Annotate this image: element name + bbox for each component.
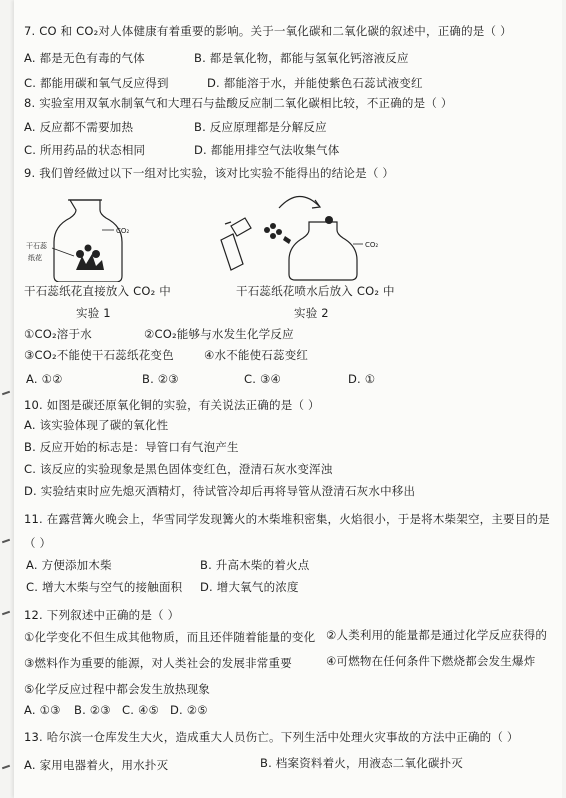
q7-option-d: D. 都能溶于水，并能使紫色石蕊试液变红 bbox=[207, 76, 423, 90]
q10-option-d: D. 实验结束时应先熄灭酒精灯，待试管冷却后再将导管从澄清石灰水中移出 bbox=[24, 484, 416, 498]
q9-option-d: D. ① bbox=[348, 372, 376, 386]
q8-option-a: A. 反应都不需要加热 bbox=[24, 120, 134, 134]
q11-option-d: D. 增大氧气的浓度 bbox=[200, 580, 299, 594]
q9-caption-1: 干石蕊纸花直接放入 CO₂ 中 bbox=[24, 284, 172, 298]
q8-option-b: B. 反应原理都是分解反应 bbox=[194, 120, 327, 134]
margin-mark bbox=[2, 539, 10, 544]
q7-option-a: A. 都是无色有毒的气体 bbox=[24, 51, 145, 65]
fig1-gas-label: CO₂ bbox=[116, 227, 130, 235]
fig2-gas-label: CO₂ bbox=[365, 241, 379, 249]
q9-option-b: B. ②③ bbox=[142, 372, 179, 386]
q9-statement-3: ③CO₂不能使干石蕊纸花变色 bbox=[24, 348, 174, 362]
q9-statement-1: ①CO₂溶于水 bbox=[24, 327, 92, 341]
q11-paren: （ ） bbox=[24, 536, 52, 550]
q12-stem: 12. 下列叙述中正确的是（ ） bbox=[24, 608, 180, 622]
q8-option-d: D. 都能用排空气法收集气体 bbox=[194, 143, 340, 157]
q13-option-b: B. 档案资料着火，用液态二氧化碳扑灭 bbox=[260, 756, 463, 770]
q12-option-c: C. ④⑤ bbox=[122, 703, 159, 717]
q10-stem: 10. 如图是碳还原氧化铜的实验，有关说法正确的是（ ） bbox=[24, 398, 320, 412]
margin-mark bbox=[2, 391, 10, 396]
q10-option-b: B. 反应开始的标志是：导管口有气泡产生 bbox=[24, 440, 239, 454]
q12-statement-4: ④可燃物在任何条件下燃烧都会发生爆炸 bbox=[326, 654, 536, 668]
q12-statement-3: ③燃料作为重要的能源，对人类社会的发展非常重要 bbox=[24, 656, 292, 670]
q7-option-b: B. 都是氧化物，都能与氢氧化钙溶液反应 bbox=[194, 51, 409, 65]
fig1-flower-label: 干石蕊 bbox=[26, 242, 47, 250]
q11-option-b: B. 升高木柴的着火点 bbox=[200, 558, 310, 572]
q13-stem: 13. 哈尔滨一仓库发生大火，造成重大人员伤亡。下列生活中处理火灾事故的方法中正确的（ ） bbox=[24, 730, 519, 744]
q9-statement-2: ②CO₂能够与水发生化学反应 bbox=[144, 327, 294, 341]
q9-stem: 9. 我们曾经做过以下一组对比实验，该对比实验不能得出的结论是（ ） bbox=[24, 166, 395, 180]
q8-option-c: C. 所用药品的状态相同 bbox=[24, 143, 146, 157]
experiment1-figure bbox=[22, 196, 172, 282]
q9-experiment-2: 实验 2 bbox=[294, 306, 329, 320]
experiment2-figure bbox=[219, 186, 389, 282]
exam-page bbox=[14, 0, 562, 798]
q9-statement-4: ④水不能使石蕊变红 bbox=[204, 348, 309, 362]
q10-option-a: A. 该实验体现了碳的氧化性 bbox=[24, 418, 169, 432]
fig1-flower-label-2: 纸花 bbox=[28, 254, 42, 262]
q12-statement-2: ②人类利用的能量都是通过化学反应获得的 bbox=[326, 628, 548, 642]
q9-caption-2: 干石蕊纸花喷水后放入 CO₂ 中 bbox=[236, 284, 395, 298]
q7-stem: 7. CO 和 CO₂对人体健康有着重要的影响。关于一氧化碳和二氧化碳的叙述中，正确的是（ ） bbox=[24, 24, 512, 38]
q12-option-d: D. ②⑤ bbox=[170, 703, 208, 717]
q12-option-b: B. ②③ bbox=[74, 703, 111, 717]
q9-option-a: A. ①② bbox=[26, 372, 63, 386]
q11-stem: 11. 在露营篝火晚会上，华雪同学发现篝火的木柴堆积密集，火焰很小，于是将木柴架空，主要目的是 bbox=[24, 512, 550, 526]
q12-statement-5: ⑤化学反应过程中都会发生放热现象 bbox=[24, 682, 211, 696]
margin-mark bbox=[2, 611, 10, 616]
q11-option-c: C. 增大木柴与空气的接触面积 bbox=[26, 580, 183, 594]
q10-option-c: C. 该反应的实验现象是黑色固体变红色，澄清石灰水变浑浊 bbox=[24, 462, 333, 476]
q13-option-a: A. 家用电器着火，用水扑灭 bbox=[24, 758, 169, 772]
q9-option-c: C. ③④ bbox=[244, 372, 281, 386]
q7-option-c: C. 都能用碳和氧气反应得到 bbox=[24, 76, 169, 90]
q11-option-a: A. 方便添加木柴 bbox=[26, 558, 112, 572]
q12-option-a: A. ①③ bbox=[24, 703, 61, 717]
q9-experiment-1: 实验 1 bbox=[76, 306, 111, 320]
q8-stem: 8. 实验室用双氧水制氧气和大理石与盐酸反应制二氧化碳相比较，不正确的是（ ） bbox=[24, 96, 453, 110]
margin-mark bbox=[2, 765, 10, 770]
q12-statement-1: ①化学变化不但生成其他物质，而且还伴随着能量的变化 bbox=[24, 630, 316, 644]
